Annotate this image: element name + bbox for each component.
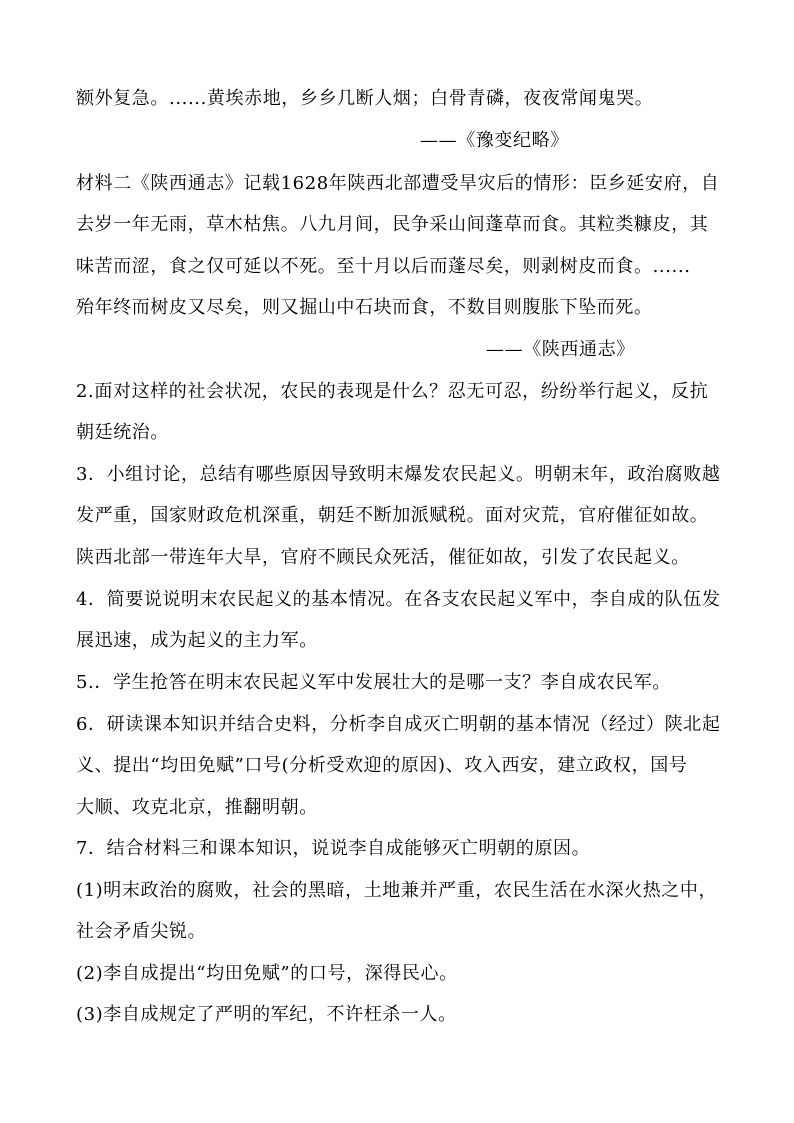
text-line: 展迅速，成为起义的主力军。	[76, 630, 318, 651]
citation-line: ——《豫变纪略》	[420, 130, 569, 151]
text-line: (3)李自成规定了严明的军纪，不许枉杀一人。	[76, 1004, 457, 1025]
text-line: (1)明末政治的腐败，社会的黑暗，土地兼并严重，农民生活在水深火热之中，	[76, 880, 718, 901]
text-line: 6．研读课本知识并结合史料，分析李自成灭亡明朝的基本情况（经过）陕北起	[76, 714, 721, 735]
text-line: 朝廷统治。	[76, 422, 169, 443]
text-line: 殆年终而树皮又尽矣，则又掘山中石块而食，不数目则腹胀下坠而死。	[76, 297, 653, 318]
text-line: 社会矛盾尖锐。	[76, 921, 207, 942]
text-line: 大顺、攻克北京，推翻明朝。	[76, 797, 318, 818]
text-line: 材料二《陕西通志》记载1628年陕西北部遭受旱灾后的情形：臣乡延安府，自	[76, 173, 720, 194]
text-line: 义、提出“均田免赋”口号(分析受欢迎的原因)、攻入西安，建立政权，国号	[76, 755, 688, 776]
text-line: 发严重，国家财政危机深重，朝廷不断加派赋税。面对灾荒，官府催征如故。	[76, 505, 709, 526]
text-line: 味苦而涩，食之仅可延以不死。至十月以后而蓬尽矣，则剥树皮而食。......	[76, 256, 691, 277]
text-line: 2.面对这样的社会状况，农民的表现是什么？忍无可忍，纷纷举行起义，反抗	[76, 381, 709, 402]
text-line: 7．结合材料三和课本知识，说说李自成能够灭亡明朝的原因。	[76, 838, 591, 859]
text-line: 陕西北部一带连年大旱，官府不顾民众死活，催征如故，引发了农民起义。	[76, 547, 690, 568]
text-line: 4．简要说说明末农民起义的基本情况。在各支农民起义军中，李自成的队伍发	[76, 589, 721, 610]
citation-line: ——《陕西通志》	[486, 339, 635, 360]
text-line: (2)李自成提出“均田免赋”的口号，深得民心。	[76, 963, 458, 984]
text-line: 额外复急。......黄埃赤地，乡乡几断人烟；白骨青磷，夜夜常闻鬼哭。	[76, 88, 654, 109]
text-line: 5.．学生抢答在明末农民起义军中发展壮大的是哪一支？李自成农民军。	[76, 672, 671, 693]
text-line: 去岁一年无雨，草木枯焦。八九月间，民争采山间蓬草而食。其粒类糠皮，其	[76, 214, 709, 235]
text-line: 3．小组讨论，总结有哪些原因导致明末爆发农民起义。明朝末年，政治腐败越	[76, 464, 721, 485]
